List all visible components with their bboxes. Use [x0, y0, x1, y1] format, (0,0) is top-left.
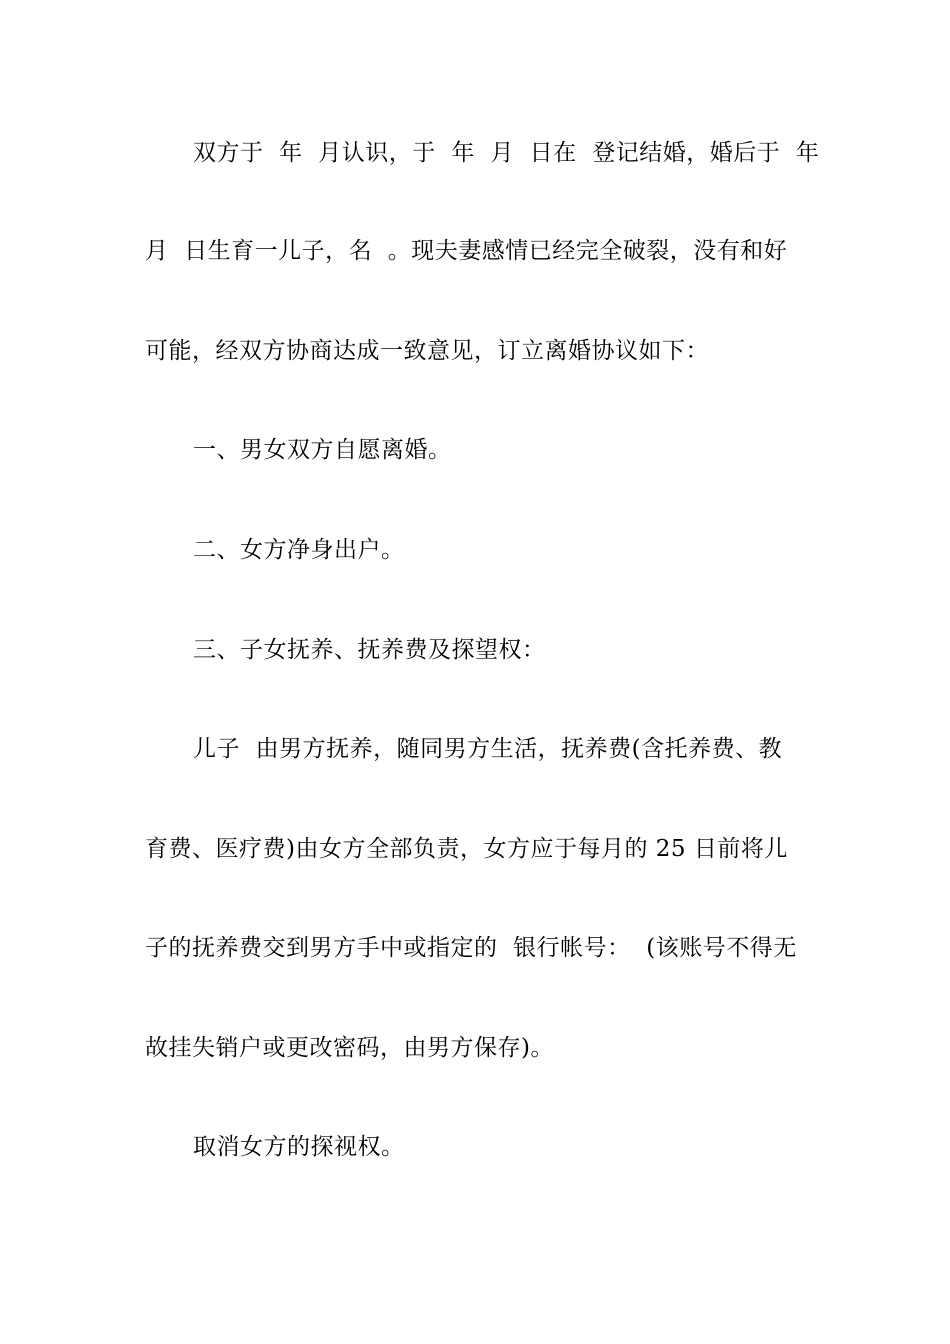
clause-3-body-line-2: 育费、医疗费)由女方全部负责，女方应于每月的 25 日前将儿	[145, 836, 788, 862]
clause-3-body-line-1: 儿子 由男方抚养，随同男方生活，抚养费(含托养费、教	[193, 736, 783, 762]
paragraph-intro-line-2: 月 日生育一儿子，名 。现夫妻感情已经完全破裂，没有和好	[145, 238, 788, 264]
clause-1: 一、男女双方自愿离婚。	[193, 437, 452, 463]
visitation-clause: 取消女方的探视权。	[193, 1134, 405, 1160]
paragraph-intro-line-1: 双方于 年 月认识，于 年 月 日在 登记结婚，婚后于 年	[193, 140, 820, 166]
clause-3-heading: 三、子女抚养、抚养费及探望权：	[193, 637, 546, 663]
clause-3-body-line-3: 子的抚养费交到男方手中或指定的 银行帐号： (该账号不得无	[145, 935, 797, 961]
paragraph-intro-line-3: 可能，经双方协商达成一致意见，订立离婚协议如下：	[145, 338, 709, 364]
clause-3-body-line-4: 故挂失销户或更改密码，由男方保存)。	[145, 1035, 554, 1061]
clause-2: 二、女方净身出户。	[193, 537, 405, 563]
